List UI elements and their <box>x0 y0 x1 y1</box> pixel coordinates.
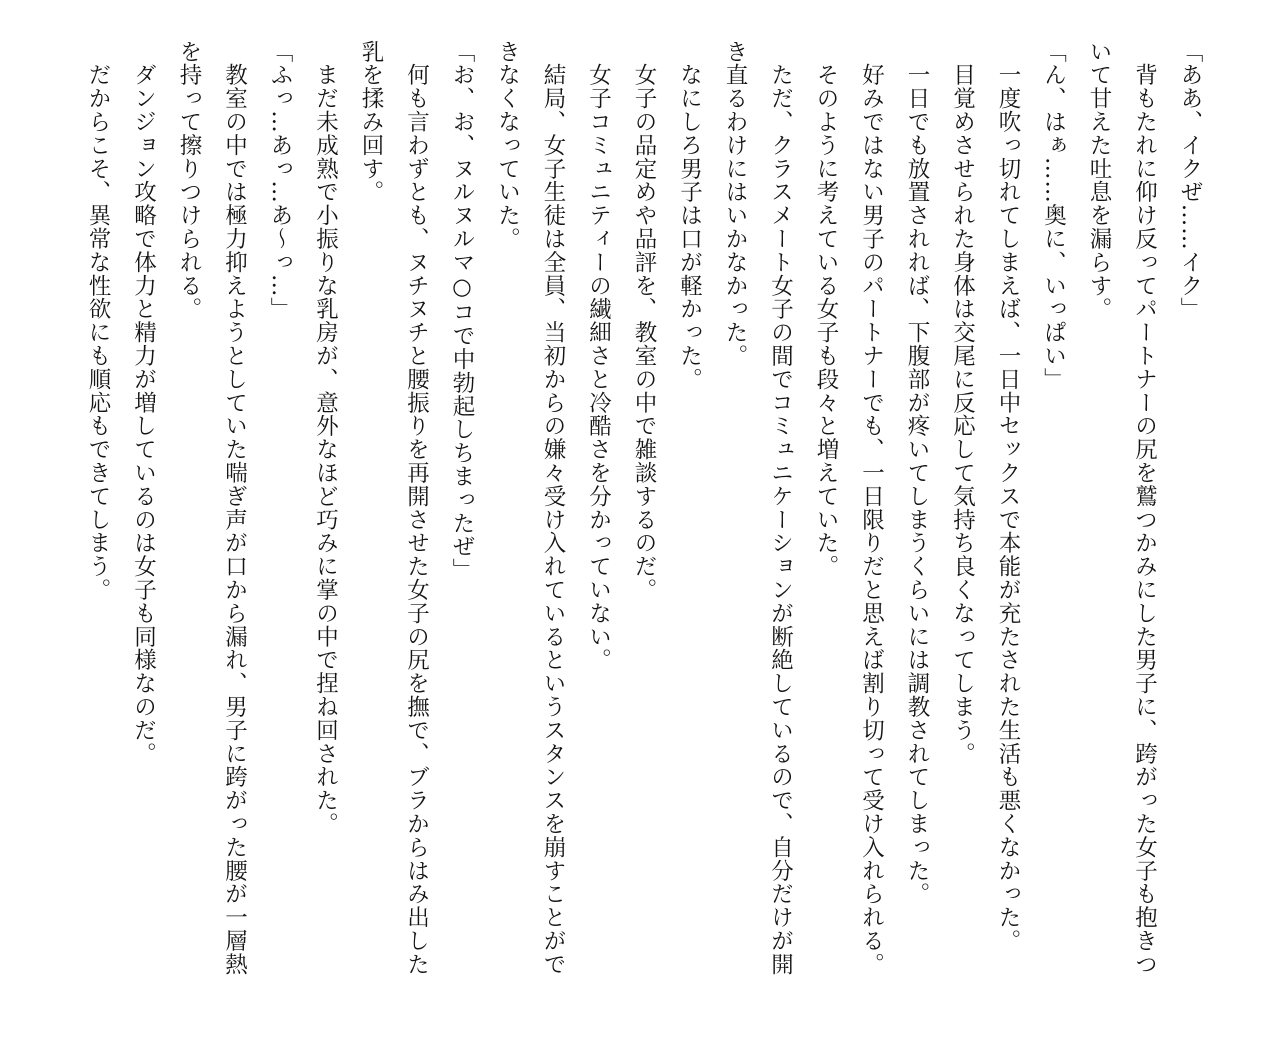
text-line: 教室の中では極力抑えようとしていた喘ぎ声が口から漏れ、男子に跨がった腰が一層熱 <box>221 40 248 976</box>
text-line: 背もたれに仰け反ってパートナーの尻を鷲つかみにした男子に、跨がった女子も抱きつ <box>1131 40 1158 976</box>
text-line: だからこそ、異常な性欲にも順応もできてしまう。 <box>85 40 111 602</box>
text-line: 女子コミュニティーの繊細さと冷酷さを分かっていない。 <box>585 40 612 672</box>
text-line: 何も言わずとも、ヌチヌチと腰振りを再開させた女子の尻を撫で、ブラからはみ出した <box>403 40 430 976</box>
text-line: 「ああ、イクぜ……イク」 <box>1177 40 1203 321</box>
text-line: きなくなっていた。 <box>494 40 521 251</box>
text-line: 結局、女子生徒は全員、当初からの嫌々受け入れているというスタンスを崩すことがで <box>540 40 566 976</box>
text-line: ダンジョン攻略で体力と精力が増しているのは女子も同様なのだ。 <box>130 40 157 766</box>
text-line: 女子の品定めや品評を、教室の中で雑談するのだ。 <box>631 40 657 602</box>
text-line: を持って擦りつけられる。 <box>176 40 202 321</box>
text-line: き直るわけにはいかなかった。 <box>722 40 748 368</box>
text-line: 「ん、はぁ……奥に、いっぱい」 <box>1040 40 1067 391</box>
text-line: 「ふっ…あっ…あ～っ…」 <box>267 40 293 321</box>
text-line: いて甘えた吐息を漏らす。 <box>1086 40 1112 321</box>
text-line: 一度吹っ切れてしまえば、一日中セックスで本能が充たされた生活も悪くなかった。 <box>995 40 1021 953</box>
text-line: 「お、お、ヌルヌルマ○コで中勃起しちまったぜ」 <box>449 40 475 582</box>
text-line: そのように考えている女子も段々と増えていた。 <box>813 40 839 579</box>
text-line: なにしろ男子は口が軽かった。 <box>676 40 703 391</box>
text-line: 目覚めさせられた身体は交尾に反応して気持ち良くなってしまう。 <box>949 40 976 766</box>
text-line: 好みではない男子のパートナーでも、一日限りだと思えば割り切って受け入れられる。 <box>858 40 885 976</box>
text-line: 一日でも放置されれば、下腹部が疼いてしまうくらいには調教されてしまった。 <box>904 40 930 906</box>
text-line: まだ未成熟で小振りな乳房が、意外なほど巧みに掌の中で捏ね回された。 <box>312 40 339 836</box>
vertical-text-body <box>75 40 1213 1030</box>
text-line: 乳を揉み回す。 <box>358 40 384 204</box>
text-line: ただ、クラスメート女子の間でコミュニケーションが断絶しているので、自分だけが開 <box>767 40 794 976</box>
